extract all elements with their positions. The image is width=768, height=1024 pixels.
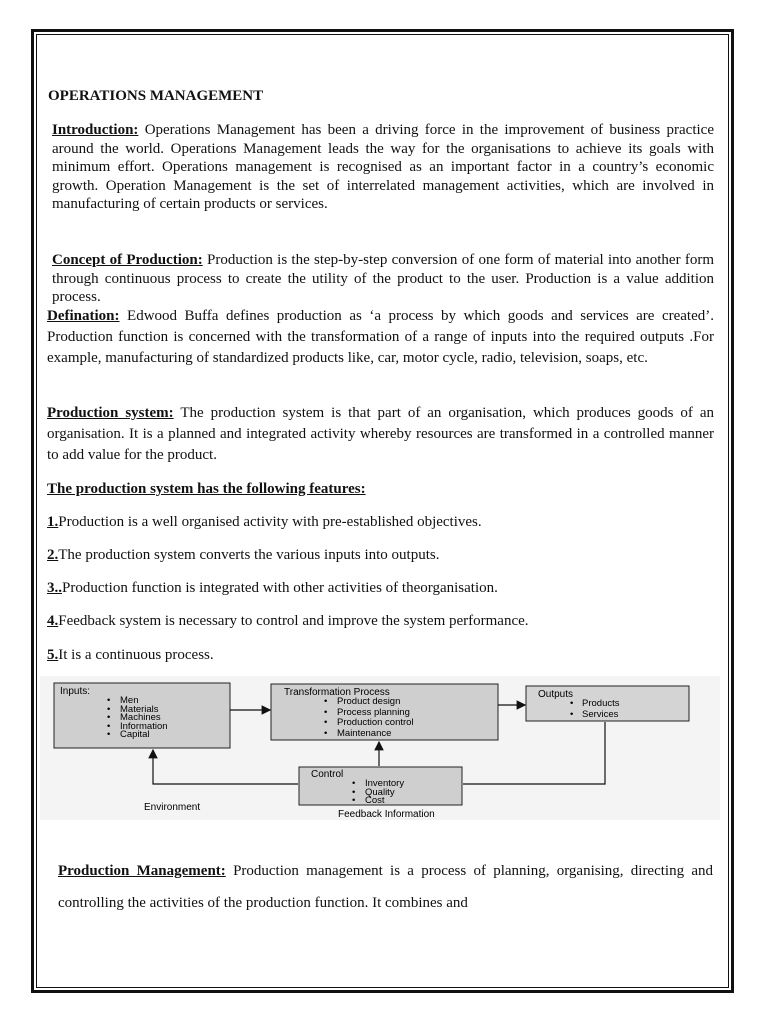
feature-text: Production function is integrated with other activities of theorganisation. [62, 580, 498, 596]
introduction-paragraph [52, 121, 714, 214]
feature-text: The production system converts the various inputs into outputs. [58, 547, 440, 563]
control-item: Quality [365, 787, 395, 798]
features-heading: The production system has the following features: [47, 481, 366, 497]
transformation-item: Product design [337, 696, 401, 707]
production-management-label: Production Management: [58, 863, 226, 879]
production-system-paragraph [47, 403, 714, 466]
concept-paragraph [52, 251, 714, 307]
transformation-item: Production control [337, 717, 414, 728]
feature-number: 1. [47, 514, 59, 530]
transformation-bullet: • [324, 728, 328, 739]
concept-label: Concept of Production: [52, 252, 203, 268]
control-box [299, 767, 462, 806]
transformation-bullet: • [324, 717, 328, 728]
production-management-text: Production management is a process of planning, organising, directing and controlling the activities of the production function. It combines and [58, 863, 714, 911]
control-title: Control [311, 769, 344, 780]
introduction-text: Operations Management has been a driving force in the improvement of business practice around the world. Operations Management leads the way for the organisations to achieve its goals with minimum effort. Operations management is recognised as an important factor in a country’s economic growth. Operation Management is the set of interrelated management activities, which are involved in manufacturing of certain products or services. [52, 122, 714, 213]
production-system-diagram [40, 676, 720, 820]
feature-item [47, 547, 439, 564]
inputs-title: Inputs: [60, 686, 91, 697]
production-system-label: Production system: [47, 405, 174, 421]
concept-text: Production is the step-by-step conversion of one form of material into another form through continuous process to create the utility of the product to the user. Production is a value addition process. [52, 252, 715, 306]
inputs-item: Capital [120, 729, 150, 740]
inputs-bullet: • [107, 695, 111, 706]
control-bullet: • [352, 795, 356, 806]
transformation-bullet: • [324, 707, 328, 718]
production-management-paragraph [58, 855, 713, 919]
outputs-title: Outputs [538, 689, 574, 700]
inputs-bullet: • [107, 729, 111, 740]
feature-item [47, 580, 498, 597]
transformation-title: Transformation Process [284, 687, 390, 698]
definition-text: Edwood Buffa defines production as ‘a process by which goods and services are created’. Production function is concerned with the transformation of a range of inputs into the required outputs .For example, manufacturing of standardized products like, car, motor cycle, radio, television, soaps, etc. [47, 308, 714, 366]
control-item: Cost [365, 795, 385, 806]
feature-item [47, 613, 529, 630]
inputs-item: Machines [120, 712, 161, 723]
inputs-item: Information [120, 721, 168, 732]
transformation-item: Process planning [337, 707, 410, 718]
feature-number: 3.. [47, 580, 62, 596]
transformation-item: Maintenance [337, 728, 392, 739]
introduction-label: Introduction: [52, 122, 139, 138]
definition-label: Defination: [47, 308, 120, 324]
production-system-text: The production system is that part of an organisation, which produces goods of an organisation. It is a planned and integrated activity whereby resources are transformed in a controlled manner to add value for the product. [47, 405, 715, 463]
feature-number: 4. [47, 613, 59, 629]
feature-number: 5. [47, 647, 59, 663]
inputs-bullet: • [107, 704, 111, 715]
transformation-box [271, 684, 498, 740]
feature-text: Production is a well organised activity with pre-established objectives. [58, 514, 482, 530]
inputs-box [54, 683, 230, 748]
document-title: OPERATIONS MANAGEMENT [48, 88, 264, 104]
outputs-bullet: • [570, 698, 574, 709]
inputs-item: Materials [120, 704, 159, 715]
feature-text: It is a continuous process. [58, 647, 214, 663]
feature-item [47, 514, 482, 531]
feedback-label: Feedback Information [338, 809, 435, 820]
outputs-item: Services [582, 709, 619, 720]
definition-paragraph [47, 306, 714, 369]
feature-text: Feedback system is necessary to control and improve the system performance. [58, 613, 529, 629]
feature-item [47, 647, 214, 664]
feature-number: 2. [47, 547, 59, 563]
outputs-bullet: • [570, 709, 574, 720]
outputs-item: Products [582, 698, 620, 709]
inputs-bullet: • [107, 721, 111, 732]
environment-label: Environment [144, 802, 201, 813]
outputs-box [526, 686, 689, 721]
control-bullet: • [352, 778, 356, 789]
transformation-bullet: • [324, 696, 328, 707]
control-bullet: • [352, 787, 356, 798]
inputs-item: Men [120, 695, 139, 706]
control-item: Inventory [365, 778, 405, 789]
inputs-bullet: • [107, 712, 111, 723]
